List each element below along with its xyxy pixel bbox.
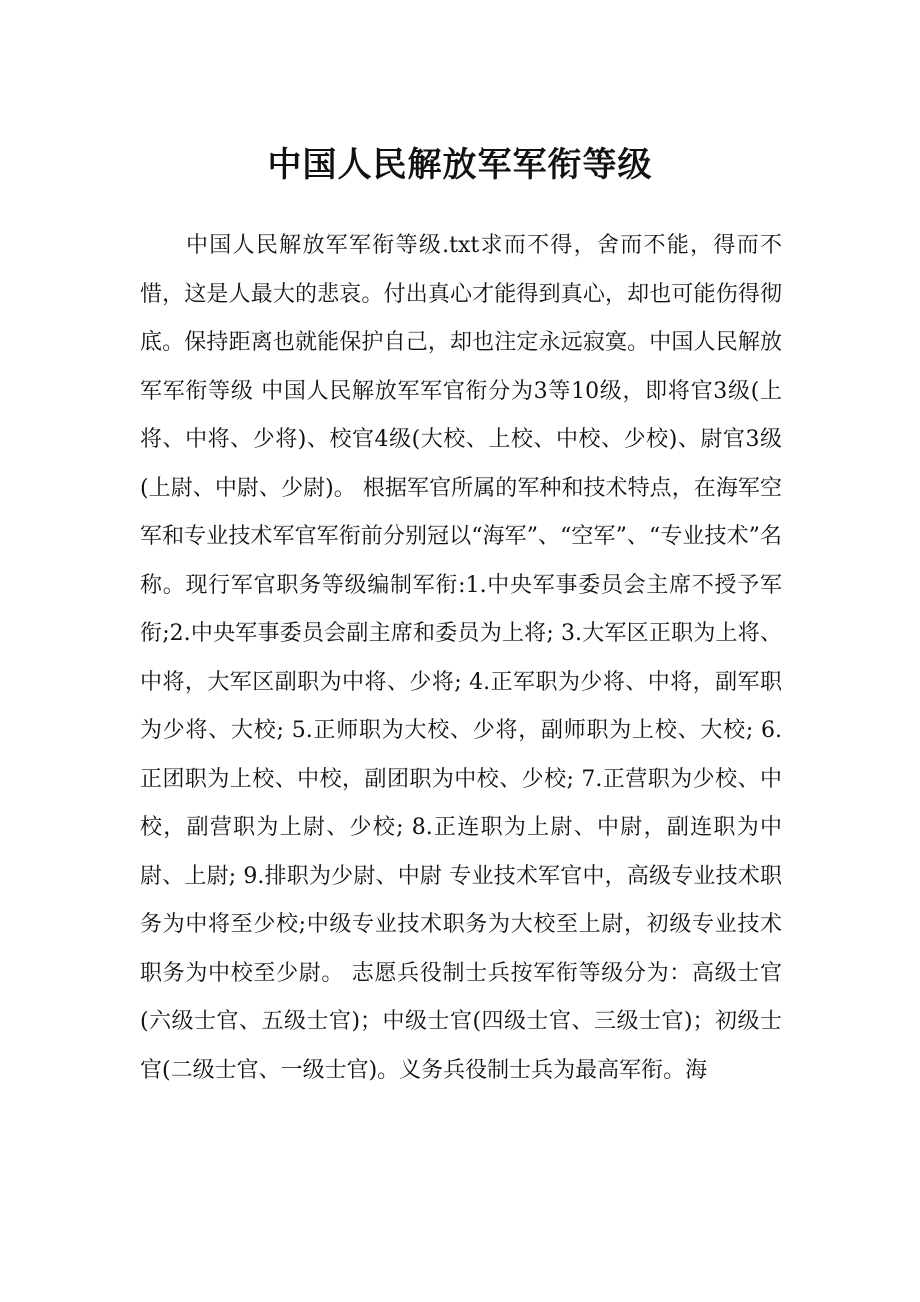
document-title: 中国人民解放军军衔等级 (267, 145, 653, 185)
document-body-paragraph: 中国人民解放军军衔等级.txt求而不得，舍而不能，得而不惜，这是人最大的悲哀。付出真心才能得到真心，却也可能伤得彻底。保持距离也就能保护自己，却也注定永远寂寞。中国人民解放军军衔等级 中国人民解放军军官衔分为3等10级，即将官3级(上将、中将、少将)、校官4级(大校、上校、中校、少校)、尉官3级(上尉、中尉、少尉)。 根据军官所属的军种和技术特点，在海军空军和专业技术军官军衔前分别冠以“海军”、“空军”、“专业技术”名称。现行军官职务等级编制军衔:1.中央军事委员会主席不授予军衔;2.中央军事委员会副主席和委员为上将; 3.大军区正职为上将、中将，大军区副职为中将、少将; 4.正军职为少将、中将，副军职为少将、大校; 5.正师职为大校、少将，副师职为上校、大校; 6.正团职为上校、中校，副团职为中校、少校; 7.正营职为少校、中校，副营职为上尉、少校; 8.正连职为上尉、中尉，副连职为中尉、上尉; 9.排职为少尉、中尉 专业技术军官中，高级专业技术职务为中将至少校;中级专业技术职务为大校至上尉，初级专业技术职务为中校至少尉。 志愿兵役制士兵按军衔等级分为：高级士官(六级士官、五级士官)；中级士官(四级士官、三级士官)；初级士官(二级士官、一级士官)。义务兵役制士兵为最高军衔。海 (140, 233, 782, 1083)
